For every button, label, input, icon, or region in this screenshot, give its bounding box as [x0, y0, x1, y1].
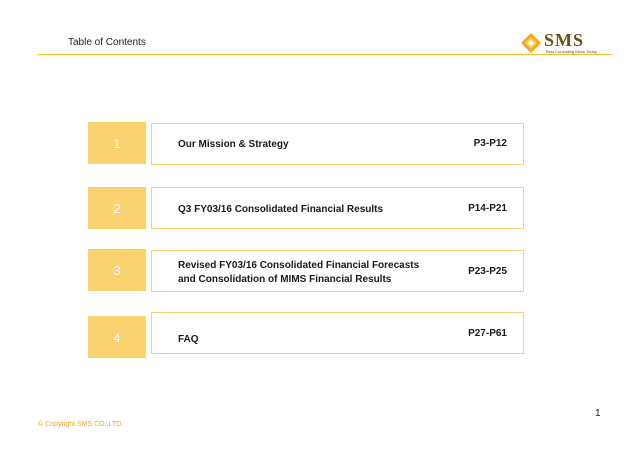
sms-logo-icon: [520, 32, 542, 54]
section-number-box: 2: [88, 187, 146, 229]
section-pages: P3-P12: [473, 138, 507, 149]
logo-wordmark: SMS: [544, 30, 585, 50]
copyright-notice: © Copyright SMS CO.,LTD.: [38, 421, 124, 428]
section-entry[interactable]: [151, 187, 524, 229]
section-title: Our Mission & Strategy: [178, 139, 289, 150]
page-title: Table of Contents: [68, 37, 146, 48]
section-entry[interactable]: [151, 312, 524, 354]
section-pages: P14-P21: [468, 203, 507, 214]
section-title: Q3 FY03/16 Consolidated Financial Results: [178, 204, 384, 215]
section-number-box: 4: [88, 316, 146, 358]
logo-tagline: Best Consulting Since Today: [546, 49, 597, 54]
section-entry[interactable]: [151, 250, 524, 292]
section-number-box: 1: [88, 122, 146, 164]
section-title: FAQ: [178, 334, 199, 345]
section-title-line-1: Revised FY03/16 Consolidated Financial Forecasts: [178, 260, 420, 271]
section-pages: P27-P61: [468, 328, 507, 339]
section-entry[interactable]: [151, 123, 524, 165]
page-number: 1: [595, 408, 601, 419]
section-title-line-2: and Consolidation of MIMS Financial Results: [178, 274, 392, 285]
company-logo: [520, 30, 620, 56]
section-pages: P23-P25: [468, 266, 507, 277]
section-number-box: 3: [88, 249, 146, 291]
